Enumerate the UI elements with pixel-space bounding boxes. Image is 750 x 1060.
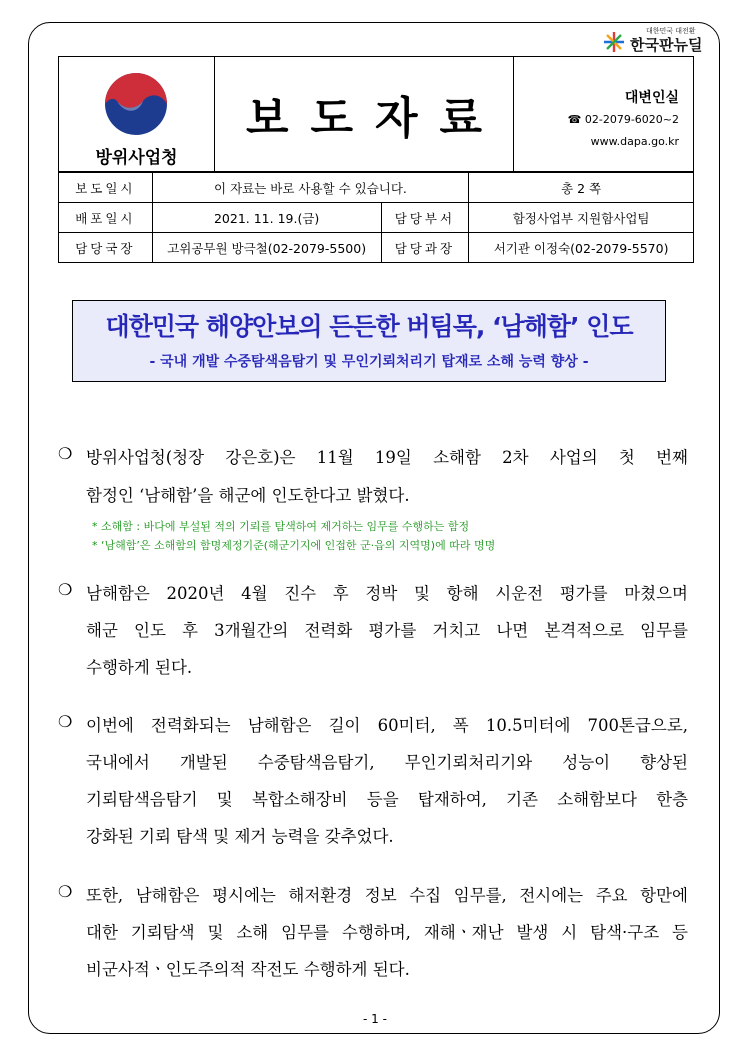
director-value: 고위공무원 방극철(02-2079-5500) [152, 233, 381, 263]
distribute-label: 배포일시 [59, 203, 153, 233]
footnote: * ‘남해함’은 소해함의 함명제정기준(해군기지에 인접한 군·읍의 지역명)에 따라 명명 [92, 539, 496, 552]
press-header [58, 56, 694, 172]
dept-label: 담당부서 [381, 203, 469, 233]
table-row [59, 173, 694, 203]
government-emblem-icon [103, 71, 169, 137]
title-cell [215, 57, 514, 171]
paragraph-line: 이번에 전력화되는 남해함은 길이 60미터, 폭 10.5미터에 700톤급으로, [86, 716, 688, 735]
paragraph-line: 국내에서 개발된 수중탐색음탐기, 무인기뢰처리기와 성능이 향상된 [86, 753, 688, 772]
table-row [59, 233, 694, 263]
contact-cell [514, 57, 693, 171]
page-count: 총 2 쪽 [469, 173, 694, 203]
bullet-icon: ❍ [58, 882, 73, 901]
paragraph-line: 비군사적ㆍ인도주의적 작전도 수행하게 된다. [86, 960, 410, 979]
page-title: 보도자료 [245, 93, 504, 144]
bullet-icon: ❍ [58, 712, 73, 731]
new-deal-tagline: 대한민국 대전환 [646, 27, 696, 35]
bullet-icon: ❍ [58, 444, 73, 463]
dept-value: 함정사업부 지원함사업팀 [469, 203, 694, 233]
release-label: 보도일시 [59, 173, 153, 203]
paragraph-line: 대한 기뢰탐색 및 소해 임무를 수행하며, 재해ㆍ재난 발생 시 탐색·구조 등 [86, 923, 688, 942]
new-deal-brand [600, 26, 710, 56]
new-deal-name: 한국판뉴딜 [630, 36, 703, 54]
org-name: 방위사업청 [95, 148, 178, 168]
info-table [58, 172, 694, 263]
contact-label: 대변인실 [624, 90, 679, 106]
section-value: 서기관 이정숙(02-2079-5570) [469, 233, 694, 263]
director-label: 담당국장 [59, 233, 153, 263]
paragraph-line: 강화된 기뢰 탐색 및 제거 능력을 갖추었다. [86, 827, 394, 846]
footnote: * 소해함 : 바다에 부설된 적의 기뢰를 탐색하여 제거하는 임무를 수행하는 함정 [92, 520, 470, 533]
paragraph-line: 해군 인도 후 3개월간의 전력화 평가를 거치고 나면 본격적으로 임무를 [86, 621, 688, 640]
table-row [59, 203, 694, 233]
paragraph-line: 남해함은 2020년 4월 진수 후 정박 및 항해 시운전 평가를 마쳤으며 [86, 584, 688, 603]
headline-subtitle: - 국내 개발 수중탐색음탐기 및 무인기뢰처리기 탑재로 소해 능력 향상 - [149, 354, 589, 370]
headline-title: 대한민국 해양안보의 든든한 버팀목, ‘남해함’ 인도 [105, 312, 633, 341]
contact-phone: ☎ 02-2079-6020~2 [567, 113, 679, 126]
section-label: 담당과장 [381, 233, 469, 263]
paragraph-line: 또한, 남해함은 평시에는 해저환경 정보 수집 임무를, 전시에는 주요 항만에 [86, 886, 688, 905]
paragraph-line: 기뢰탐색음탐기 및 복합소해장비 등을 탑재하여, 기존 소해함보다 한층 [86, 790, 688, 809]
release-value: 이 자료는 바로 사용할 수 있습니다. [152, 173, 468, 203]
paragraph-line: 방위사업청(청장 강은호)은 11월 19일 소해함 2차 사업의 첫 번째 [86, 448, 688, 467]
bullet-icon: ❍ [58, 580, 73, 599]
org-logo-cell [59, 57, 215, 171]
contact-website: www.dapa.go.kr [590, 135, 679, 148]
paragraph-line: 함정인 ‘남해함’을 해군에 인도한다고 밝혔다. [86, 486, 410, 505]
paragraph-line: 수행하게 된다. [86, 658, 193, 677]
headline-box [72, 300, 666, 382]
page-number: - 1 - [363, 1012, 387, 1026]
distribute-value: 2021. 11. 19.(금) [152, 203, 381, 233]
new-deal-logo-icon [602, 30, 626, 54]
